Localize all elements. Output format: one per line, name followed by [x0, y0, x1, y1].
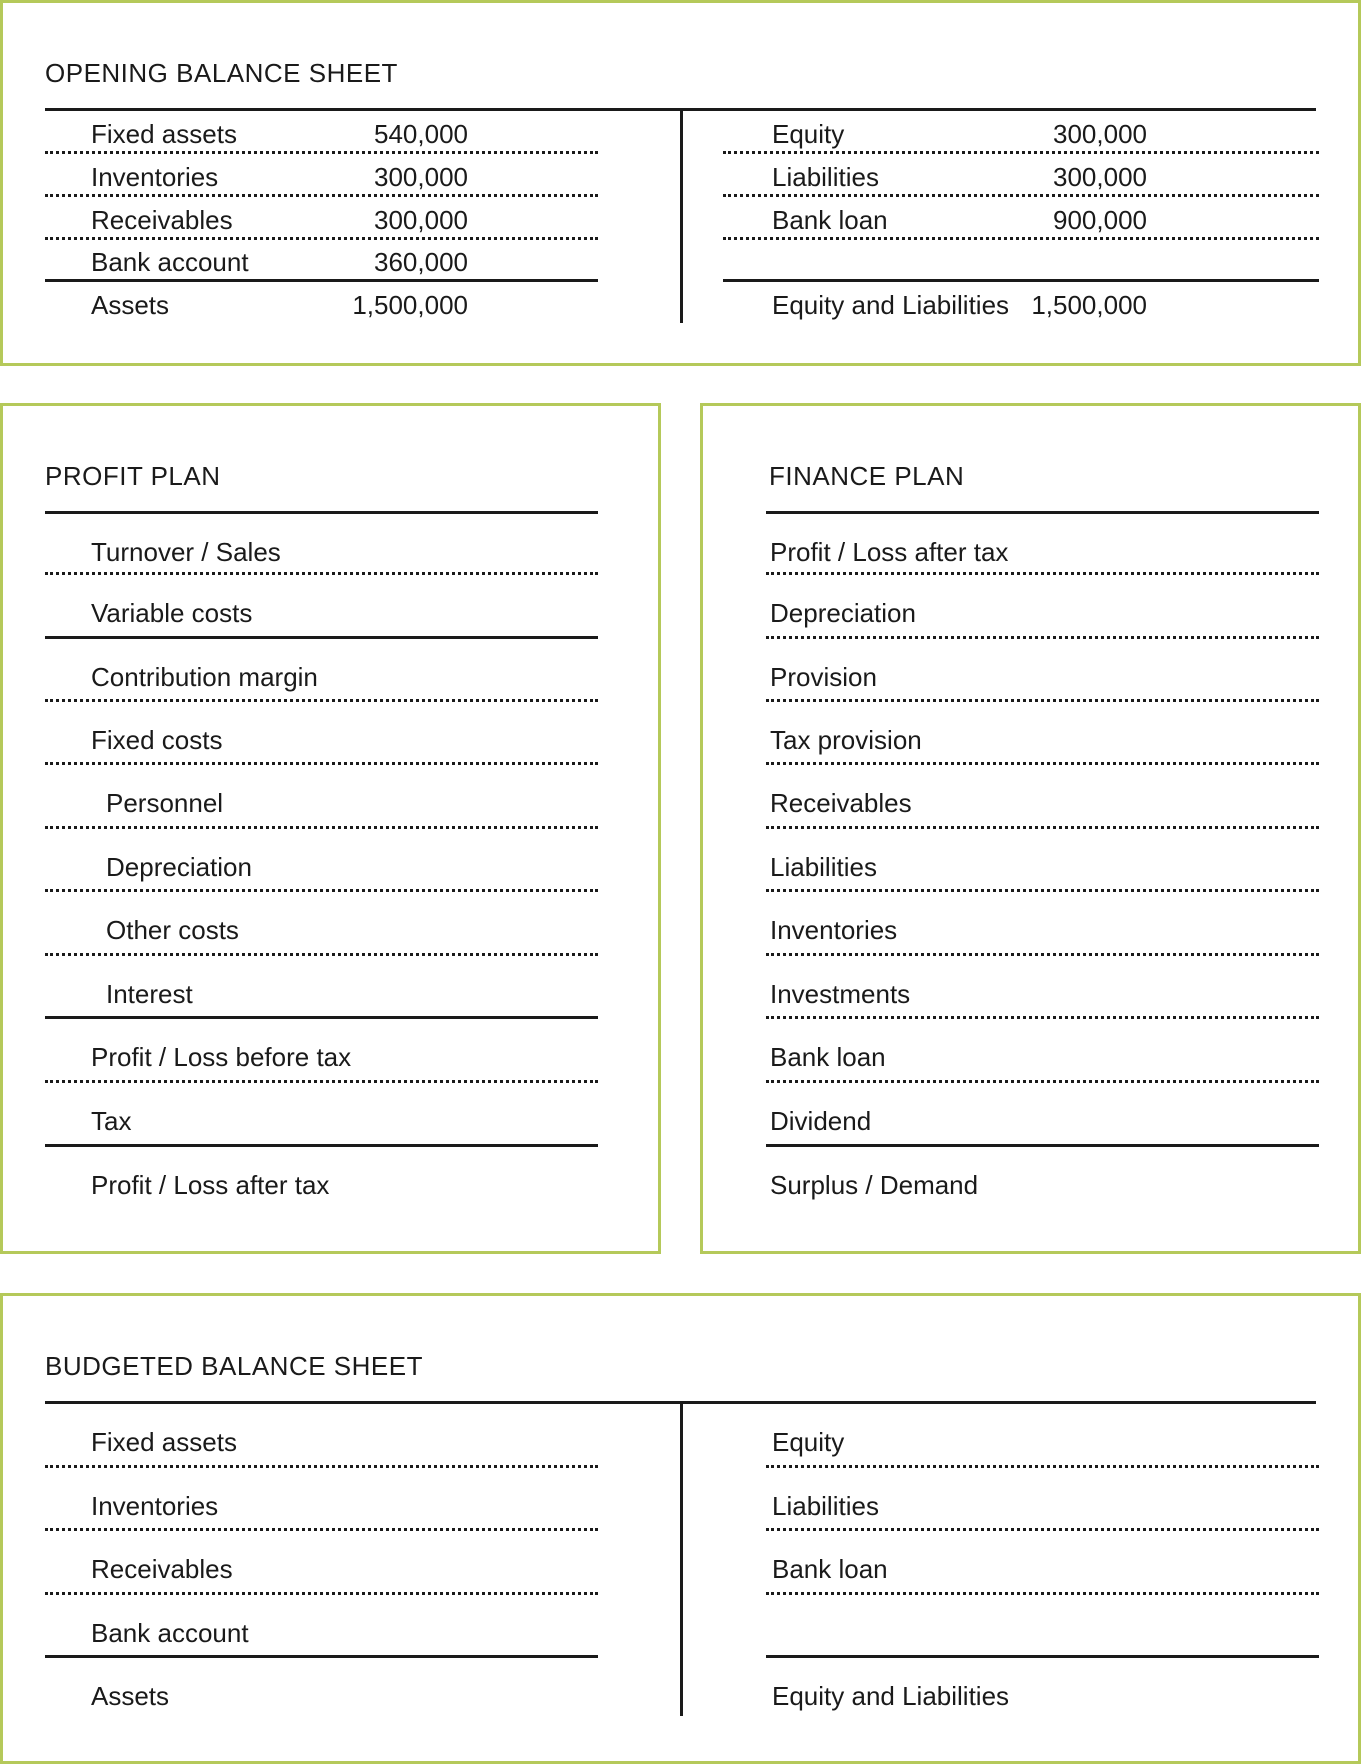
- finance-plan-item-label: Surplus / Demand: [770, 1170, 979, 1200]
- finance-plan-item-label: Dividend: [770, 1106, 872, 1136]
- finance-plan-item-label: Provision: [770, 662, 877, 692]
- list-item: [45, 765, 598, 823]
- budgeted-asset-label: Inventories: [91, 1491, 219, 1521]
- table-row: [45, 1531, 598, 1589]
- list-item: [766, 514, 1319, 572]
- opening-assets-total-row: [45, 282, 598, 325]
- list-item: [45, 575, 598, 633]
- profit-plan-list: [45, 511, 598, 1231]
- profit-plan-item-label: Profit / Loss before tax: [91, 1042, 352, 1072]
- opening-assets-column: [45, 111, 598, 331]
- opening-balance-sheet-title: OPENING BALANCE SHEET: [45, 58, 398, 88]
- opening-asset-label: Fixed assets: [91, 119, 237, 149]
- budgeted-asset-label: Bank account: [91, 1618, 249, 1648]
- list-item: [766, 702, 1319, 760]
- profit-plan-item-label: Variable costs: [91, 598, 253, 628]
- budgeted-equity-liabilities-column: [766, 1404, 1319, 1724]
- profit-plan-item-label: Contribution margin: [91, 662, 318, 692]
- finance-plan-item-label: Liabilities: [770, 852, 877, 882]
- budgeted-liability-label: Bank loan: [772, 1554, 888, 1584]
- table-row: [766, 1468, 1319, 1526]
- table-row: [45, 239, 598, 282]
- list-item: [766, 1083, 1319, 1141]
- list-item: [45, 514, 598, 572]
- finance-plan-title: FINANCE PLAN: [769, 461, 965, 491]
- finance-plan-item-label: Depreciation: [770, 598, 916, 628]
- table-row: [723, 239, 1319, 282]
- opening-asset-label: Inventories: [91, 162, 219, 192]
- list-item: [766, 892, 1319, 950]
- profit-plan-item-label: Profit / Loss after tax: [91, 1170, 330, 1200]
- table-row: [45, 154, 598, 197]
- opening-asset-value: 300,000: [374, 162, 468, 192]
- profit-plan-item-label: Tax: [91, 1106, 132, 1136]
- budgeted-center-divider: [680, 1403, 683, 1716]
- list-item: [45, 1019, 598, 1077]
- budgeted-balance-sheet-title: BUDGETED BALANCE SHEET: [45, 1351, 423, 1381]
- table-row: [45, 1468, 598, 1526]
- finance-plan-list: [766, 511, 1319, 1231]
- budgeted-balance-sheet-panel: [0, 1293, 1361, 1764]
- table-row: [45, 1595, 598, 1653]
- profit-plan-item-label: Interest: [106, 979, 193, 1009]
- opening-asset-label: Bank account: [91, 247, 249, 277]
- opening-equity-total-row: [723, 282, 1319, 325]
- table-row: [766, 1595, 1319, 1653]
- opening-balance-sheet-panel: [0, 0, 1361, 366]
- budgeted-asset-label: Fixed assets: [91, 1427, 237, 1457]
- opening-liability-label: Bank loan: [772, 205, 888, 235]
- profit-plan-item-label: Fixed costs: [91, 725, 223, 755]
- budgeted-assets-total-row: [45, 1658, 598, 1716]
- profit-plan-item-label: Turnover / Sales: [91, 537, 281, 567]
- opening-asset-value: 360,000: [374, 247, 468, 277]
- opening-assets-total-label: Assets: [91, 290, 170, 320]
- profit-plan-panel: [0, 403, 661, 1254]
- list-item: [766, 765, 1319, 823]
- table-row: [766, 1404, 1319, 1462]
- opening-liability-value: 900,000: [1053, 205, 1147, 235]
- list-item: [45, 829, 598, 887]
- finance-plan-item-label: Profit / Loss after tax: [770, 537, 1009, 567]
- opening-liability-value: 300,000: [1053, 162, 1147, 192]
- table-row: [766, 1531, 1319, 1589]
- list-item: [766, 639, 1319, 697]
- budgeted-assets-total-label: Assets: [91, 1681, 170, 1711]
- opening-center-divider: [680, 110, 683, 323]
- budgeted-equity-total-row: [766, 1658, 1319, 1716]
- list-item: [45, 892, 598, 950]
- list-item: [766, 1147, 1319, 1205]
- opening-liability-label: Equity: [772, 119, 845, 149]
- list-item: [45, 1083, 598, 1141]
- finance-plan-item-label: Investments: [770, 979, 911, 1009]
- finance-plan-panel: [700, 403, 1361, 1254]
- table-row: [723, 154, 1319, 197]
- finance-plan-item-label: Receivables: [770, 788, 912, 818]
- table-row: [45, 1404, 598, 1462]
- opening-asset-label: Receivables: [91, 205, 233, 235]
- profit-plan-item-label: Depreciation: [106, 852, 252, 882]
- opening-asset-value: 300,000: [374, 205, 468, 235]
- finance-plan-item-label: Tax provision: [770, 725, 922, 755]
- list-item: [45, 1147, 598, 1205]
- table-row: [723, 197, 1319, 240]
- budgeted-liability-label: Equity: [772, 1427, 845, 1457]
- budgeted-asset-label: Receivables: [91, 1554, 233, 1584]
- list-item: [766, 956, 1319, 1014]
- finance-plan-item-label: Inventories: [770, 915, 898, 945]
- list-item: [45, 702, 598, 760]
- profit-plan-title: PROFIT PLAN: [45, 461, 221, 491]
- budgeted-liability-label: Liabilities: [772, 1491, 879, 1521]
- list-item: [766, 1019, 1319, 1077]
- budgeted-equity-total-label: Equity and Liabilities: [772, 1681, 1010, 1711]
- profit-plan-item-label: Personnel: [106, 788, 224, 818]
- table-row: [45, 111, 598, 154]
- profit-plan-item-label: Other costs: [106, 915, 239, 945]
- opening-liability-label: Liabilities: [772, 162, 879, 192]
- opening-assets-total-value: 1,500,000: [352, 290, 468, 320]
- list-item: [45, 639, 598, 697]
- table-row: [723, 111, 1319, 154]
- table-row: [45, 197, 598, 240]
- opening-asset-value: 540,000: [374, 119, 468, 149]
- list-item: [766, 829, 1319, 887]
- list-item: [45, 956, 598, 1014]
- opening-equity-liabilities-column: [723, 111, 1319, 331]
- opening-equity-total-value: 1,500,000: [1031, 290, 1147, 320]
- budgeted-assets-column: [45, 1404, 598, 1724]
- finance-plan-item-label: Bank loan: [770, 1042, 886, 1072]
- opening-equity-total-label: Equity and Liabilities: [772, 290, 1010, 320]
- opening-liability-value: 300,000: [1053, 119, 1147, 149]
- list-item: [766, 575, 1319, 633]
